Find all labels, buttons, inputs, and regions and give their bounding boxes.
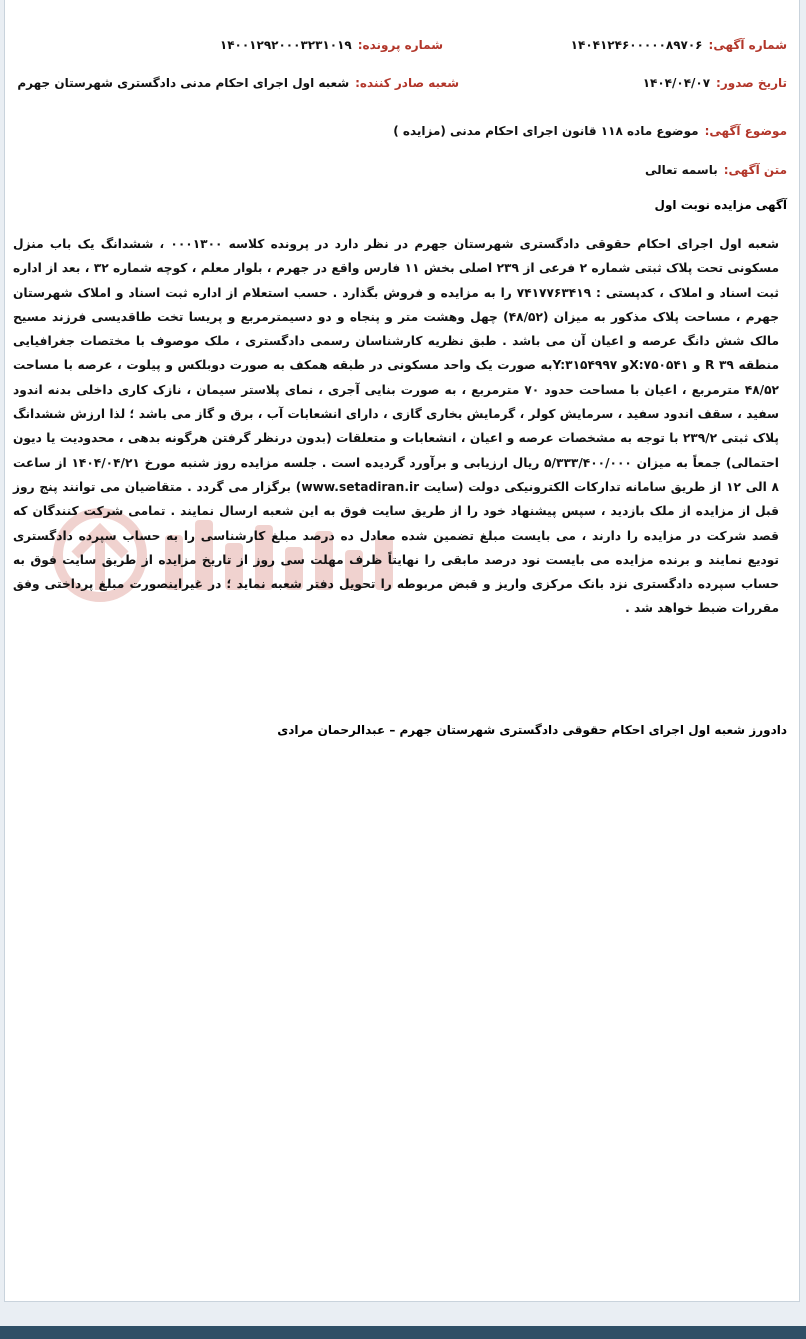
subject-text: موضوع ماده ۱۱۸ قانون اجرای احکام مدنی (مزایده ) <box>393 124 699 138</box>
notice-document <box>4 0 800 1302</box>
notice-number: ۱۴۰۴۱۲۴۶۰۰۰۰۰۸۹۷۰۶ <box>570 38 703 52</box>
issue-date: ۱۴۰۴/۰۴/۰۷ <box>642 76 711 90</box>
issue-date-row <box>643 75 787 91</box>
notice-heading: آگهی مزایده نوبت اول <box>654 198 787 212</box>
signature: دادورز شعبه اول اجرای احکام حقوقی دادگستری شهرستان جهرم – عبدالرحمان مرادی <box>277 723 787 737</box>
subject-label: موضوع آگهی: <box>704 124 787 138</box>
issuer-name: شعبه اول اجرای احکام مدنی دادگستری شهرستان جهرم <box>17 76 350 90</box>
text-intro: باسمه تعالی <box>644 163 718 177</box>
text-label: متن آگهی: <box>723 163 787 177</box>
case-number-row <box>220 37 443 53</box>
text-label-row <box>645 162 787 178</box>
notice-body: شعبه اول اجرای احکام حقوقی دادگستری شهرستان جهرم در نظر دارد در پرونده کلاسه ۰۰۰۱۳۰۰ ، ششدانگ یک باب منزل مسکونی تحت پلاک ثبتی شماره ۲ فرعی از ۲۳۹ اصلی بخش ۱۱ فارس واقع در جهرم ، بلوار معلم ، کوچه شماره ۳۲ ، بعد از اداره ثبت اسناد و املاک ، کدپستی : ۷۴۱۷۷۶۳۴۱۹ را به مزایده و فروش بگذارد . حسب استعلام از اداره ثبت اسناد و املاک شهرستان جهرم ، مساحت پلاک مذکور به میزان (۴۸/۵۲) چهل وهشت متر و پنجاه و دو دسیمترمربع و پریسا تخت طاقدیسی فرزند مسیح مالک شش دانگ عرصه و اعیان آن می باشد . طبق نظریه کارشناسان رسمی دادگستری ، ملک موصوف با مختصات جغرافیایی منطقه ۳۹ R و X:۷۵۰۵۴۱و Y:۳۱۵۴۹۹۷به صورت یک واحد مسکونی در طبقه همکف به صورت دوبلکس و پیلوت ، عرصه با مساحت ۴۸/۵۲ مترمربع ، اعیان با مساحت حدود ۷۰ مترمربع ، به صورت بنایی آجری ، نمای پلاستر سیمان ، نازک کاری داخلی بدنه اندود سفید ، سقف اندود سفید ، سرمایش کولر ، گرمایش بخاری گازی ، دارای انشعابات آب ، برق و گاز می باشد ؛ لذا ارزش ششدانگ پلاک ثبتی ۲۳۹/۲ با توجه به مشخصات عرصه و اعیان ، انشعابات و متعلقات (بدون درنظر گرفتن هرگونه بدهی ، محدودیت یا دیون احتمالی) جمعاً به میزان ۵/۳۳۳/۴۰۰/۰۰۰ ریال ارزیابی و برآورد گردیده است . جلسه مزایده روز شنبه مورخ ۱۴۰۴/۰۴/۲۱ از ساعت ۸ الی ۱۲ از طریق سامانه تدارکات الکترونیکی دولت (سایت www.setadiran.ir) برگزار می گردد . متقاضیان می توانند پنج روز قبل از مزایده از ملک بازدید ، سپس پیشنهاد خود را از طریق سایت فوق به این شعبه ارسال نمایند . تمامی شرکت کنندگان که قصد شرکت در مزایده را دارند ، می بایست مبلغ تضمین شده معادل ده درصد مبلغ کارشناسی را به حساب سپرده دادگستری تودیع نمایند و برنده مزایده می بایست نود درصد مابقی را نهایتاً ظرف مهلت سی روز از تاریخ مزایده از طریق سایت فوق به حساب سپرده دادگستری نزد بانک مرکزی واریز و قبض مربوطه را تحویل دفتر شعبه نماید ؛ در غیراینصورت مبلغ پرداختی وفق مقررات ضبط خواهد شد . <box>13 237 780 616</box>
notice-number-row <box>571 37 787 53</box>
bottom-bar <box>0 1326 806 1339</box>
notice-number-label: شماره آگهی: <box>708 38 787 52</box>
subject-row <box>393 123 787 139</box>
case-number: ۱۴۰۰۱۲۹۲۰۰۰۳۲۳۱۰۱۹ <box>219 38 352 52</box>
issue-date-label: تاریخ صدور: <box>716 76 787 90</box>
case-number-label: شماره پرونده: <box>357 38 443 52</box>
issuer-label: شعبه صادر کننده: <box>355 76 459 90</box>
issuer-row <box>17 75 459 91</box>
